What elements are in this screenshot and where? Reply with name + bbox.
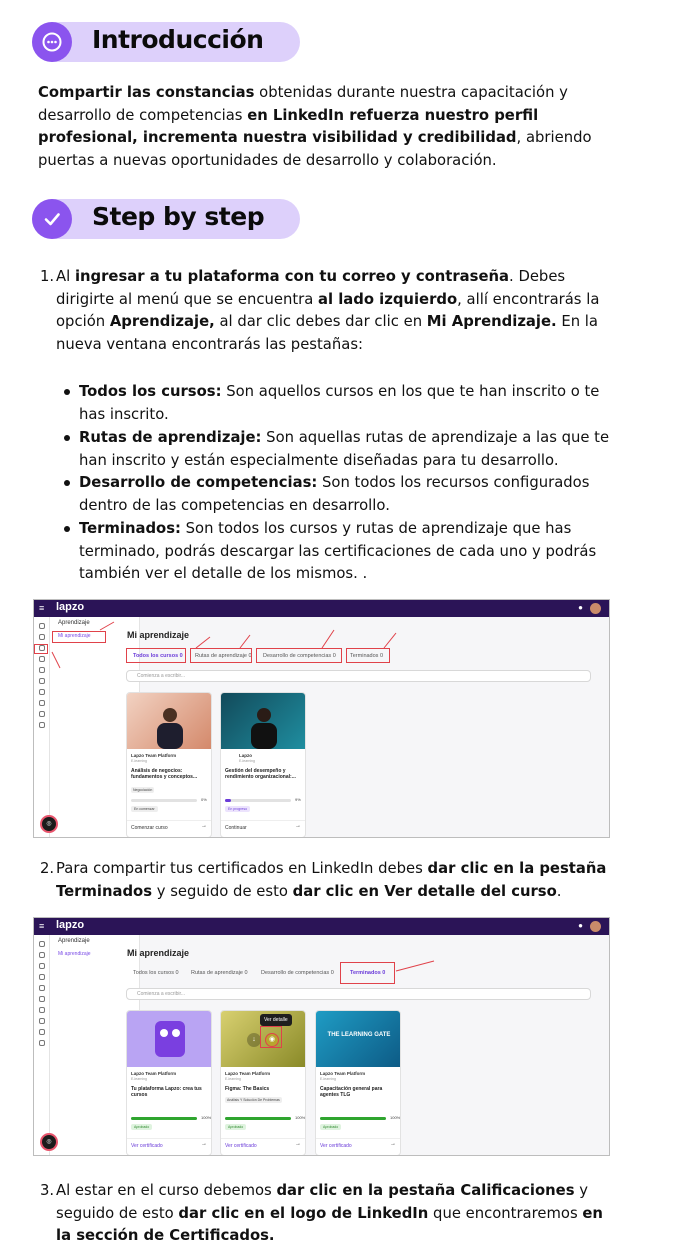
step-2-number: 2. xyxy=(40,860,55,877)
search-input[interactable]: Comienza a escribir... xyxy=(126,670,591,682)
bullet-dot xyxy=(64,435,70,441)
course-card[interactable]: Lapzo Team Platform E-learning Análisis de negocios: fundamentos y conceptos... Negociación 0% En comenzar Comenzar curso → xyxy=(126,692,212,838)
annotation-arrows xyxy=(34,600,610,838)
sidebar-item-mi-aprendizaje[interactable]: Mi aprendizaje xyxy=(58,633,91,639)
list-item: Terminados: Son todos los cursos y rutas de aprendizaje que has terminado, podrás descargar las certificaciones de cada uno y podrás también ver el detalle de los mismos. . xyxy=(0,518,688,586)
tooltip-ver-detalle: Ver detalle xyxy=(260,1014,292,1026)
arrow-right-icon[interactable]: → xyxy=(201,1141,207,1147)
intro-title: Introducción xyxy=(92,25,264,54)
course-image xyxy=(127,1011,211,1067)
arrow-right-icon[interactable]: → xyxy=(295,823,301,829)
tab-todos-los-cursos[interactable]: Todos los cursos 0 xyxy=(133,653,183,659)
eye-icon[interactable]: ◉ xyxy=(265,1033,279,1047)
step-3-number: 3. xyxy=(40,1182,55,1199)
tab-desarrollo[interactable]: Desarrollo de competencias 0 xyxy=(261,970,334,976)
progress-bar xyxy=(131,1117,197,1120)
tab-desarrollo[interactable]: Desarrollo de competencias 0 xyxy=(263,653,336,659)
screenshot-mi-aprendizaje xyxy=(33,599,610,838)
bullet-dot xyxy=(64,480,70,486)
steps-heading xyxy=(32,199,300,239)
list-item: Desarrollo de competencias: Son todos los recursos configurados dentro de las competencias en desarrollo. xyxy=(0,472,688,516)
course-image xyxy=(127,693,211,749)
arrow-right-icon[interactable]: → xyxy=(201,823,207,829)
step-2-text: Para compartir tus certificados en LinkedIn debes dar clic en la pestaña Terminados y seguido de esto dar clic en Ver detalle del curso. xyxy=(56,860,607,900)
course-card[interactable]: THE LEARNING GATE Lapzo Team Platform E-learning Capacitación general para agentes TLG 100% Aprobado Ver certificado → xyxy=(315,1010,401,1156)
bullet-dot xyxy=(64,389,70,395)
tab-rutas[interactable]: Rutas de aprendizaje 0 xyxy=(191,970,248,976)
notification-icon[interactable]: ● xyxy=(578,603,583,612)
start-course-link[interactable]: Comenzar curso xyxy=(131,825,168,831)
chat-icon[interactable]: ◎ xyxy=(40,815,58,833)
check-icon xyxy=(32,199,72,239)
arrow-right-icon[interactable]: → xyxy=(390,1141,396,1147)
step-1-text: Al ingresar a tu plataforma con tu correo y contraseña. Debes dirigirte al menú que se encuentra al lado izquierdo, allí encontrarás la opción Aprendizaje, al dar clic debes dar clic en Mi Aprendizaje. En la nueva ventana encontrarás las pestañas: xyxy=(56,268,600,353)
continue-link[interactable]: Continuar xyxy=(225,825,247,831)
course-card[interactable]: Lapzo Team Platform E-learning Tu plataforma Lapzo: crea tus cursos 100% Aprobado Ver certificado → xyxy=(126,1010,212,1156)
tab-todos-los-cursos[interactable]: Todos los cursos 0 xyxy=(133,970,179,976)
sidebar-item-mi-aprendizaje[interactable]: Mi aprendizaje xyxy=(58,951,91,957)
intro-heading xyxy=(32,22,300,62)
page-title: Mi aprendizaje xyxy=(127,948,190,958)
progress-bar xyxy=(225,1117,291,1120)
download-icon[interactable]: ↓ xyxy=(247,1033,261,1047)
page-title: Mi aprendizaje xyxy=(127,630,190,640)
tab-rutas[interactable]: Rutas de aprendizaje 0 xyxy=(195,653,252,659)
step-1-number: 1. xyxy=(40,268,55,285)
notification-icon[interactable]: ● xyxy=(578,921,583,930)
arrow-right-icon[interactable]: → xyxy=(295,1141,301,1147)
steps-title: Step by step xyxy=(92,202,265,231)
bullet-dot xyxy=(64,526,70,532)
highlight-eye-icon xyxy=(260,1026,282,1048)
intro-paragraph: Compartir las constancias obtenidas durante nuestra capacitación y desarrollo de competencias en LinkedIn refuerza nuestro perfil profesional, incrementa nuestra visibilidad y credibilidad, abriendo puertas a nuevas oportunidades de desarrollo y colaboración. xyxy=(38,84,592,169)
view-certificate-link[interactable]: Ver certificado xyxy=(131,1143,163,1149)
app-logo: lapzo xyxy=(56,919,85,931)
step-3-text: Al estar en el curso debemos dar clic en la pestaña Calificaciones y seguido de esto dar clic en el logo de LinkedIn que encontraremos en la sección de Certificados. xyxy=(56,1182,603,1245)
menu-icon[interactable]: ≡ xyxy=(39,921,45,931)
sidebar-header[interactable]: Aprendizaje xyxy=(58,938,90,944)
chat-icon[interactable]: ◎ xyxy=(40,1133,58,1151)
course-card[interactable]: ◉ ↓ Lapzo Team Platform E-learning Figma: The Basics Análisis Y Solución De Problemas 100% Aprobado Ver certificado → xyxy=(220,1010,306,1156)
progress-bar xyxy=(225,799,291,802)
course-image xyxy=(221,693,305,749)
menu-icon[interactable]: ≡ xyxy=(39,603,45,613)
search-input[interactable]: Comienza a escribir... xyxy=(126,988,591,1000)
progress-bar xyxy=(320,1117,386,1120)
progress-bar xyxy=(131,799,197,802)
chat-bubble-icon xyxy=(32,22,72,62)
app-logo: lapzo xyxy=(56,601,85,613)
tab-terminados[interactable]: Terminados 0 xyxy=(350,653,384,659)
list-item: Todos los cursos: Son aquellos cursos en los que te han inscrito o te has inscrito. xyxy=(0,381,688,425)
list-item: Rutas de aprendizaje: Son aquellas rutas de aprendizaje a las que te han inscrito y están especialmente diseñadas para tu desarrollo. xyxy=(0,427,688,471)
sidebar-header[interactable]: Aprendizaje xyxy=(58,620,90,626)
course-card[interactable]: Lapzo E-learning Gestión del desempeño y rendimiento organizacional:... 9% En progreso Continuar → xyxy=(220,692,306,838)
view-certificate-link[interactable]: Ver certificado xyxy=(225,1143,257,1149)
view-certificate-link[interactable]: Ver certificado xyxy=(320,1143,352,1149)
course-image xyxy=(316,1011,400,1067)
tab-terminados[interactable]: Terminados 0 xyxy=(350,970,386,976)
screenshot-terminados xyxy=(33,917,610,1156)
brand-text: THE LEARNING GATE xyxy=(327,1032,391,1038)
